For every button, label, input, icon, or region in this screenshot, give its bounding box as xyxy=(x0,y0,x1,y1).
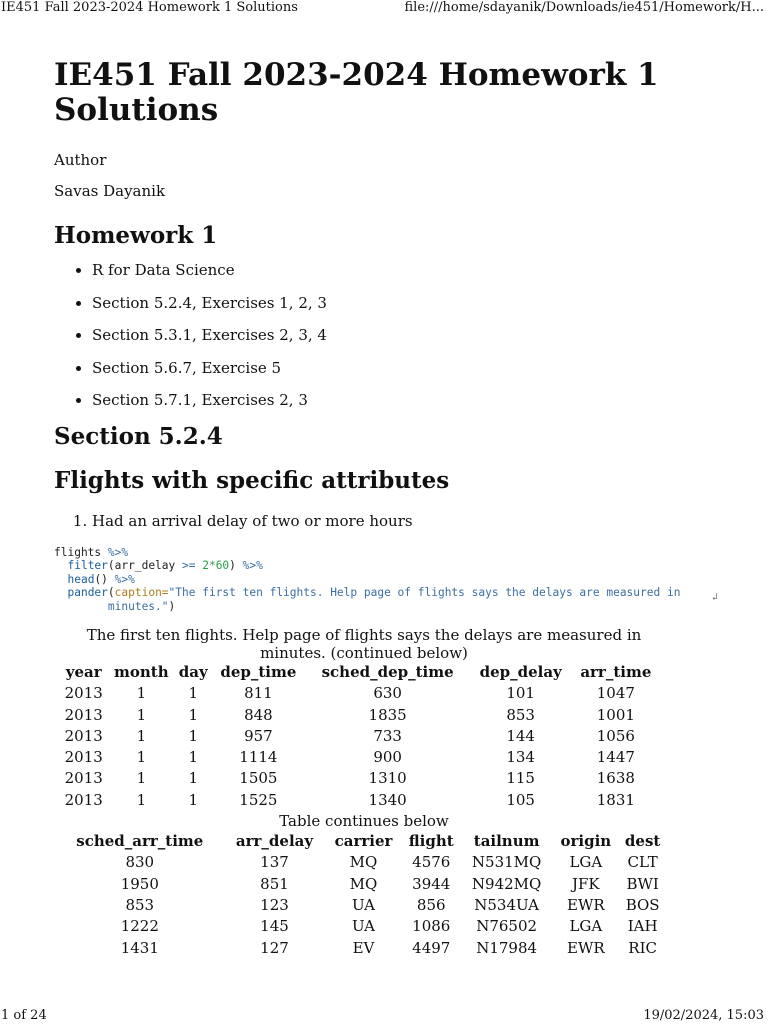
table-cell: 1 xyxy=(136,684,147,703)
table-cell: UA xyxy=(352,917,376,936)
list-item: • Section 5.2.4, Exercises 1, 2, 3 xyxy=(92,293,714,313)
table-cell: 1 xyxy=(136,726,147,745)
table-cell: 1222 xyxy=(120,917,159,936)
table-row xyxy=(60,790,660,811)
table-caption: The first ten flights. Help page of flights says the delays are measured in minutes. (continued below) xyxy=(86,626,642,662)
code-token: caption= xyxy=(114,586,169,599)
table-cell: 1525 xyxy=(239,790,278,809)
table-continues-note: Table continues below xyxy=(279,812,449,831)
code-token: %>% xyxy=(107,545,129,559)
table-cell: IAH xyxy=(627,917,658,936)
table-row xyxy=(56,874,666,895)
code-token: %>% xyxy=(242,559,263,572)
column-header: carrier xyxy=(334,832,393,851)
table-cell: N531MQ xyxy=(471,853,542,872)
code-token: () xyxy=(94,572,115,586)
table-cell: 1114 xyxy=(239,748,278,767)
column-header: flight xyxy=(408,832,454,851)
table-cell: 4497 xyxy=(412,938,451,957)
code-token: >= xyxy=(182,559,196,572)
column-header: sched_arr_time xyxy=(76,832,204,851)
code-token: %>% xyxy=(114,572,135,586)
header-title: IE451 Fall 2023-2024 Homework 1 Solutions xyxy=(1,0,298,15)
header-url: file:///home/sdayanik/Downloads/ie451/Homework/H... xyxy=(404,0,764,15)
code-token: ) xyxy=(168,599,176,613)
table-cell: 1831 xyxy=(596,790,635,809)
table-row xyxy=(60,705,660,726)
table-cell: 134 xyxy=(506,748,535,767)
code-token: (arr_delay xyxy=(107,559,182,572)
document-body xyxy=(54,57,719,959)
homework-heading: Homework 1 xyxy=(54,222,218,249)
table-cell: 630 xyxy=(373,684,402,703)
table-row xyxy=(56,852,666,873)
table-cell: 1 xyxy=(136,790,147,809)
column-header: dest xyxy=(624,832,661,851)
section-heading: Section 5.2.4 xyxy=(54,422,223,450)
table-cell: 3944 xyxy=(412,874,451,893)
code-token: 2*60 xyxy=(195,559,230,572)
table-row xyxy=(60,683,660,704)
table-cell: N76502 xyxy=(476,917,538,936)
table-cell: 1 xyxy=(188,769,198,788)
column-header: dep_time xyxy=(220,663,297,681)
code-token: "The first ten flights. Help page of flights says the delays are measured in xyxy=(168,586,681,599)
column-header: arr_delay xyxy=(235,832,314,851)
author-label: Author xyxy=(54,151,107,169)
table-cell: 2013 xyxy=(64,726,103,745)
table-cell: 144 xyxy=(506,726,535,745)
table-cell: N17984 xyxy=(476,938,538,957)
table-cell: MQ xyxy=(349,874,378,893)
table-cell: 830 xyxy=(125,853,155,872)
line-wrap-icon: ↲ xyxy=(712,591,719,603)
table-cell: 137 xyxy=(260,853,289,872)
table-row xyxy=(56,895,666,916)
table-cell: 1431 xyxy=(120,938,159,957)
table-cell: 1505 xyxy=(239,769,278,788)
table-cell: 957 xyxy=(244,726,273,745)
subsection-heading: Flights with specific attributes xyxy=(54,466,450,494)
code-token: head xyxy=(67,572,95,586)
table-header-row xyxy=(60,662,660,683)
table-cell: BOS xyxy=(625,895,660,914)
table-row xyxy=(60,726,660,747)
column-header: sched_dep_time xyxy=(321,663,454,681)
code-token: ( xyxy=(107,586,115,599)
table-cell: 1 xyxy=(136,705,147,724)
table-cell: 1 xyxy=(136,769,147,788)
table-cell: 105 xyxy=(506,790,535,809)
table-cell: 851 xyxy=(260,874,289,893)
table-row xyxy=(60,747,660,768)
table-cell: 2013 xyxy=(64,684,103,703)
table-cell: 1086 xyxy=(412,917,451,936)
table-cell: 2013 xyxy=(64,705,103,724)
table-cell: 1340 xyxy=(368,790,407,809)
column-header: month xyxy=(114,663,169,681)
print-footer xyxy=(0,1008,768,1024)
table-cell: 101 xyxy=(506,684,535,703)
table-cell: 733 xyxy=(373,726,402,745)
table-cell: UA xyxy=(352,895,376,914)
table-cell: 115 xyxy=(506,769,535,788)
table-cell: 853 xyxy=(506,705,535,724)
table-cell: 4576 xyxy=(412,853,451,872)
table-cell: EWR xyxy=(567,938,605,957)
homework-list xyxy=(54,260,714,410)
code-token: minutes." xyxy=(107,599,169,613)
table-cell: 900 xyxy=(373,748,402,767)
question-list xyxy=(54,511,714,531)
table-cell: 1 xyxy=(188,705,198,724)
table-cell: 123 xyxy=(260,895,289,914)
code-block xyxy=(54,545,719,614)
table-cell: EV xyxy=(352,938,375,957)
code-token: ) xyxy=(229,559,243,572)
page-title: IE451 Fall 2023-2024 Homework 1 Solutions xyxy=(54,57,659,128)
list-item: • Section 5.3.1, Exercises 2, 3, 4 xyxy=(92,325,714,345)
table-cell: 2013 xyxy=(64,790,103,809)
table-cell: BWI xyxy=(626,874,659,893)
table-cell: 1047 xyxy=(596,684,635,703)
column-header: arr_time xyxy=(580,663,652,681)
question-item: 1. Had an arrival delay of two or more hours xyxy=(92,511,714,531)
table-header-row xyxy=(56,831,666,852)
table-cell: N534UA xyxy=(474,895,540,914)
table-cell: 127 xyxy=(260,938,289,957)
table-cell: N942MQ xyxy=(471,874,542,893)
table-cell: 1310 xyxy=(368,769,407,788)
code-token: pander xyxy=(67,586,108,599)
table-cell: 1 xyxy=(188,790,198,809)
table-cell: LGA xyxy=(569,853,603,872)
table-cell: 1056 xyxy=(596,726,635,745)
column-header: origin xyxy=(560,832,612,851)
table-row xyxy=(60,768,660,789)
table-cell: EWR xyxy=(567,895,605,914)
table2-body xyxy=(56,852,666,958)
author-name: Savas Dayanik xyxy=(54,182,166,200)
table-cell: 2013 xyxy=(64,748,103,767)
column-header: tailnum xyxy=(473,832,540,851)
table-cell: 1 xyxy=(188,726,198,745)
column-header: day xyxy=(178,663,208,681)
table-cell: 1950 xyxy=(120,874,159,893)
table1-body xyxy=(60,683,660,811)
print-timestamp: 19/02/2024, 15:03 xyxy=(643,1008,764,1023)
table-cell: 856 xyxy=(416,895,446,914)
table-cell: 2013 xyxy=(64,769,103,788)
column-header: dep_delay xyxy=(479,663,562,681)
list-item: • R for Data Science xyxy=(92,260,714,280)
table-cell: RIC xyxy=(628,938,657,957)
table-cell: JFK xyxy=(572,874,600,893)
list-item: • Section 5.6.7, Exercise 5 xyxy=(92,358,714,378)
flights-table-part2 xyxy=(56,831,666,959)
table-cell: 1 xyxy=(136,748,147,767)
code-token: filter xyxy=(67,559,108,572)
flights-table-part1 xyxy=(60,662,660,811)
table-cell: 1001 xyxy=(596,705,635,724)
column-header: year xyxy=(65,663,102,681)
table-cell: CLT xyxy=(627,853,658,872)
table-row xyxy=(56,938,666,959)
table-cell: MQ xyxy=(349,853,378,872)
table-cell: 853 xyxy=(125,895,155,914)
table-cell: 1638 xyxy=(596,769,635,788)
list-item: • Section 5.7.1, Exercises 2, 3 xyxy=(92,390,714,410)
table-cell: 1835 xyxy=(368,705,407,724)
table-row xyxy=(56,916,666,937)
code-token: flights xyxy=(54,545,108,559)
table-cell: 1 xyxy=(188,748,198,767)
page-counter: 1 of 24 xyxy=(1,1008,47,1023)
table-cell: 848 xyxy=(244,705,273,724)
table-cell: 811 xyxy=(244,684,273,703)
table-cell: 1 xyxy=(188,684,198,703)
table-cell: LGA xyxy=(569,917,603,936)
print-header xyxy=(0,0,768,16)
table-cell: 1447 xyxy=(596,748,635,767)
table-cell: 145 xyxy=(260,917,289,936)
